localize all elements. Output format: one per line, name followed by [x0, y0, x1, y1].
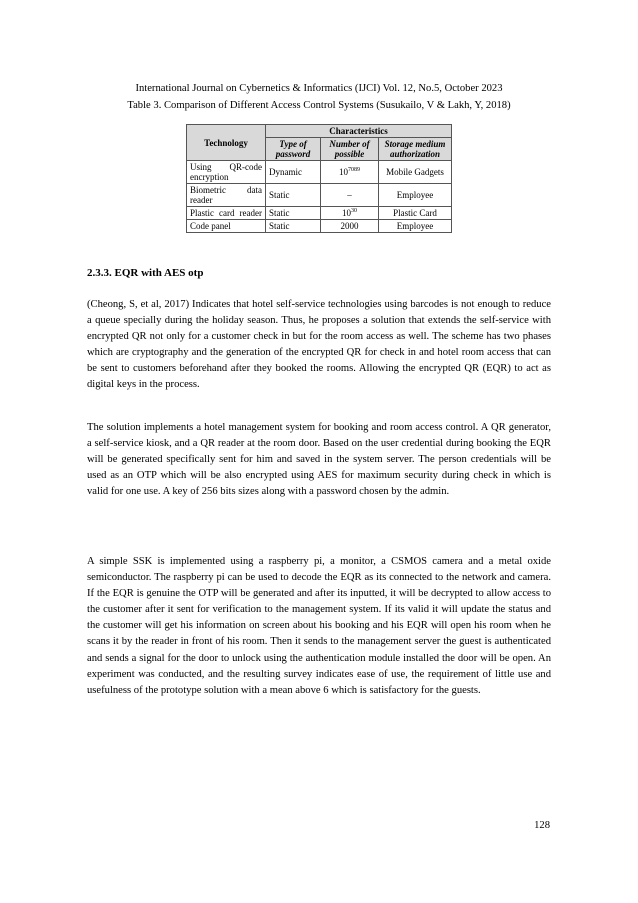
- number-base: –: [347, 190, 352, 200]
- header-technology: Technology: [187, 125, 266, 161]
- number-exponent: 7089: [348, 167, 360, 173]
- body-paragraph: The solution implements a hotel management system for booking and room access control. A QR generator, a self-service kiosk, and a QR reader at the room door. Based on the user credential during booking the EQR will be generated specifically sent for him and saved in the system server. The person credentials will be used as an OTP which will be also encrypted using AES for maximum security during check in which is valid for one use. A key of 256 bits sizes along with a password chosen by the admin.: [87, 422, 551, 498]
- header-number-possible: Number of possible: [321, 138, 379, 161]
- cell-storage: Employee: [379, 220, 452, 233]
- header-characteristics: Characteristics: [266, 125, 452, 138]
- header-type-of-password: Type of password: [266, 138, 321, 161]
- cell-number: [321, 161, 379, 184]
- table-row: [187, 207, 452, 220]
- comparison-table: [186, 124, 452, 233]
- cell-technology: Plastic card reader: [187, 207, 266, 220]
- cell-type: Static: [266, 207, 321, 220]
- number-base: 10: [339, 167, 348, 177]
- body-paragraph: A simple SSK is implemented using a raspberry pi, a monitor, a CSMOS camera and a metal oxide semiconductor. The raspberry pi can be used to decode the EQR as its connected to the network and camera. If the EQR is genuine the OTP will be generated and after its inputted, it will be decrypted to allow access to the customer after it sent for verification to the management system. If its valid it will update the status and the customer will get his information on screen about his booking and his EQR will open his room when he scans it by the reader in front of his room. Then it sends to the management server the guest is authenticated and sends a signal for the door to unlock using the authentication module installed the door will be open. An experiment was conducted, and the resulting survey indicates ease of use, the requirement of little use and usefulness of the prototype solution with a mean above 6 which is satisfactory for the guests.: [87, 556, 551, 696]
- table-row: [187, 184, 452, 207]
- number-base: 10: [342, 208, 351, 218]
- page-number: 128: [534, 820, 550, 831]
- cell-storage: Plastic Card: [379, 207, 452, 220]
- comparison-table-wrapper: [186, 124, 451, 233]
- cell-number: [321, 220, 379, 233]
- cell-storage: Employee: [379, 184, 452, 207]
- cell-number: [321, 184, 379, 207]
- cell-technology: Biometric data reader: [187, 184, 266, 207]
- cell-number: [321, 207, 379, 220]
- table-caption: Table 3. Comparison of Different Access Control Systems (Susukailo, V & Lakh, Y, 2018): [127, 100, 511, 111]
- number-base: 2000: [340, 221, 359, 231]
- cell-type: Static: [266, 184, 321, 207]
- section-heading: 2.3.3. EQR with AES otp: [87, 267, 204, 279]
- cell-technology: Using QR-code encryption: [187, 161, 266, 184]
- header-storage-medium: Storage medium authorization: [379, 138, 452, 161]
- table-row: [187, 220, 452, 233]
- cell-type: Dynamic: [266, 161, 321, 184]
- cell-technology: Code panel: [187, 220, 266, 233]
- cell-type: Static: [266, 220, 321, 233]
- number-exponent: 30: [351, 208, 357, 214]
- body-paragraph: (Cheong, S, et al, 2017) Indicates that hotel self-service technologies using barcodes is not enough to reduce a queue specially during the holiday season. Thus, he proposes a solution that extends the self-service with encrypted QR not only for a customer check in but for the room access as well. The scheme has two phases which are cryptography and the generation of the encrypted QR for check in and hotel room access that can be sent to customers beforehand after they booked the rooms. Allowing the encrypted QR (EQR) to act as digital keys in the process.: [87, 299, 551, 391]
- cell-storage: Mobile Gadgets: [379, 161, 452, 184]
- table-row: [187, 161, 452, 184]
- journal-header: International Journal on Cybernetics & Informatics (IJCI) Vol. 12, No.5, October 2023: [135, 83, 503, 94]
